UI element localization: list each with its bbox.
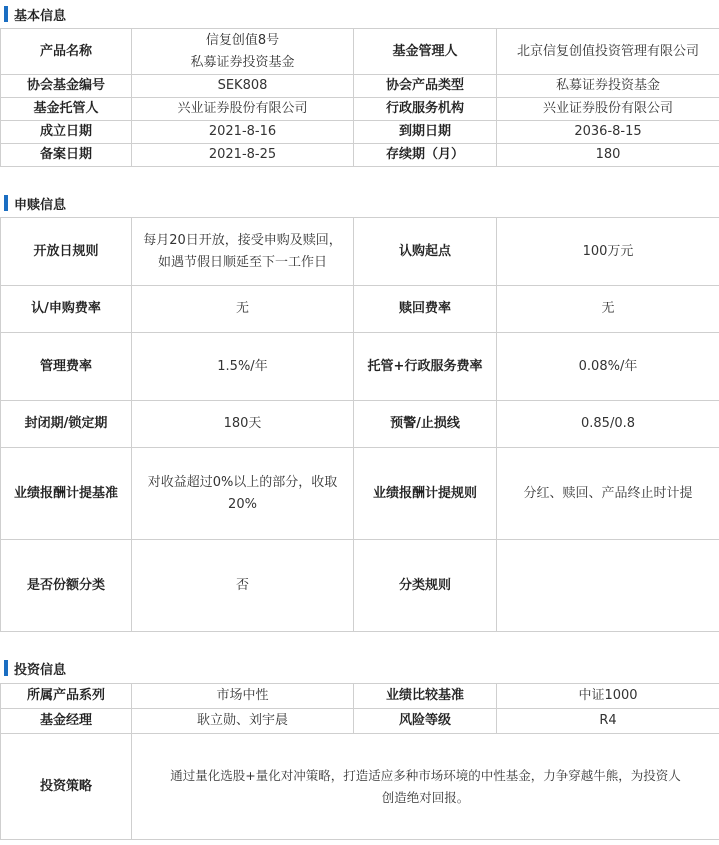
fund-code-value: SEK808 xyxy=(132,75,354,98)
table-row xyxy=(1,121,719,144)
management-fee-value: 1.5%/年 xyxy=(132,333,354,401)
table-row xyxy=(1,401,719,448)
investment-info-table xyxy=(0,683,719,840)
performance-basis-line2: 20% xyxy=(228,496,257,512)
open-day-value xyxy=(132,218,354,286)
stop-loss-value: 0.85/0.8 xyxy=(497,401,719,448)
section-accent-bar xyxy=(4,195,8,211)
performance-rule-label: 业绩报酬计提规则 xyxy=(354,448,497,540)
subscription-fee-value: 无 xyxy=(132,286,354,333)
table-row xyxy=(1,75,719,98)
product-type-value: 私募证券投资基金 xyxy=(497,75,719,98)
table-row xyxy=(1,540,719,632)
lock-period-label: 封闭期/锁定期 xyxy=(1,401,132,448)
basic-info-header xyxy=(0,3,66,25)
benchmark-label: 业绩比较基准 xyxy=(354,684,497,709)
product-name-line1: 信复创值8号 xyxy=(205,32,280,48)
product-series-value: 市场中性 xyxy=(132,684,354,709)
start-date-label: 成立日期 xyxy=(1,121,132,144)
strategy-line2: 创造绝对回报。 xyxy=(381,789,470,805)
table-row xyxy=(1,98,719,121)
performance-basis-label: 业绩报酬计提基准 xyxy=(1,448,132,540)
table-row xyxy=(1,684,719,709)
admin-value: 兴业证券股份有限公司 xyxy=(497,98,719,121)
subscription-info-header xyxy=(0,192,66,214)
table-row xyxy=(1,448,719,540)
basic-info-title: 基本信息 xyxy=(14,8,67,24)
redemption-fee-label: 赎回费率 xyxy=(354,286,497,333)
custodian-value: 兴业证券股份有限公司 xyxy=(132,98,354,121)
fund-manager-value: 耿立勋、刘宇晨 xyxy=(132,709,354,734)
open-day-line1: 每月20日开放，接受申购及赎回， xyxy=(143,232,342,248)
custody-fee-label: 托管+行政服务费率 xyxy=(354,333,497,401)
section-accent-bar xyxy=(4,660,8,676)
subscription-fee-label: 认/申购费率 xyxy=(1,286,132,333)
lock-period-value: 180天 xyxy=(132,401,354,448)
table-row xyxy=(1,218,719,286)
duration-value: 180 xyxy=(497,144,719,167)
duration-label: 存续期（月） xyxy=(354,144,497,167)
investment-info-title: 投资信息 xyxy=(14,662,67,678)
end-date-label: 到期日期 xyxy=(354,121,497,144)
custody-fee-value: 0.08%/年 xyxy=(497,333,719,401)
stop-loss-label: 预警/止损线 xyxy=(354,401,497,448)
risk-level-value: R4 xyxy=(497,709,719,734)
table-row xyxy=(1,144,719,167)
performance-rule-value: 分红、赎回、产品终止时计提 xyxy=(497,448,719,540)
basic-info-table xyxy=(0,28,719,167)
min-subscription-value: 100万元 xyxy=(497,218,719,286)
table-row xyxy=(1,734,719,840)
product-name-label: 产品名称 xyxy=(1,29,132,75)
share-class-value: 否 xyxy=(132,540,354,632)
record-date-label: 备案日期 xyxy=(1,144,132,167)
record-date-value: 2021-8-25 xyxy=(132,144,354,167)
table-row xyxy=(1,29,719,75)
section-accent-bar xyxy=(4,6,8,22)
class-rule-label: 分类规则 xyxy=(354,540,497,632)
subscription-info-title: 申赎信息 xyxy=(14,197,67,213)
product-series-label: 所属产品系列 xyxy=(1,684,132,709)
strategy-value xyxy=(132,734,719,840)
product-type-label: 协会产品类型 xyxy=(354,75,497,98)
product-name-value xyxy=(132,29,354,75)
strategy-line1: 通过量化选股+量化对冲策略，打造适应多种市场环境的中性基金，力争穿越牛熊，为投资人 xyxy=(170,767,681,783)
investment-info-header xyxy=(0,657,66,679)
table-row xyxy=(1,709,719,734)
custodian-label: 基金托管人 xyxy=(1,98,132,121)
table-row xyxy=(1,286,719,333)
open-day-line2: 如遇节假日顺延至下一工作日 xyxy=(157,254,327,270)
fund-code-label: 协会基金编号 xyxy=(1,75,132,98)
table-row xyxy=(1,333,719,401)
end-date-value: 2036-8-15 xyxy=(497,121,719,144)
risk-level-label: 风险等级 xyxy=(354,709,497,734)
manager-label: 基金管理人 xyxy=(354,29,497,75)
product-name-line2: 私募证券投资基金 xyxy=(190,54,295,70)
management-fee-label: 管理费率 xyxy=(1,333,132,401)
redemption-fee-value: 无 xyxy=(497,286,719,333)
performance-basis-value xyxy=(132,448,354,540)
strategy-label: 投资策略 xyxy=(1,734,132,840)
share-class-label: 是否份额分类 xyxy=(1,540,132,632)
performance-basis-line1: 对收益超过0%以上的部分，收取 xyxy=(147,474,338,490)
start-date-value: 2021-8-16 xyxy=(132,121,354,144)
benchmark-value: 中证1000 xyxy=(497,684,719,709)
class-rule-value xyxy=(497,540,719,632)
manager-value: 北京信复创值投资管理有限公司 xyxy=(497,29,719,75)
admin-label: 行政服务机构 xyxy=(354,98,497,121)
min-subscription-label: 认购起点 xyxy=(354,218,497,286)
open-day-label: 开放日规则 xyxy=(1,218,132,286)
subscription-info-table xyxy=(0,217,719,632)
fund-manager-label: 基金经理 xyxy=(1,709,132,734)
